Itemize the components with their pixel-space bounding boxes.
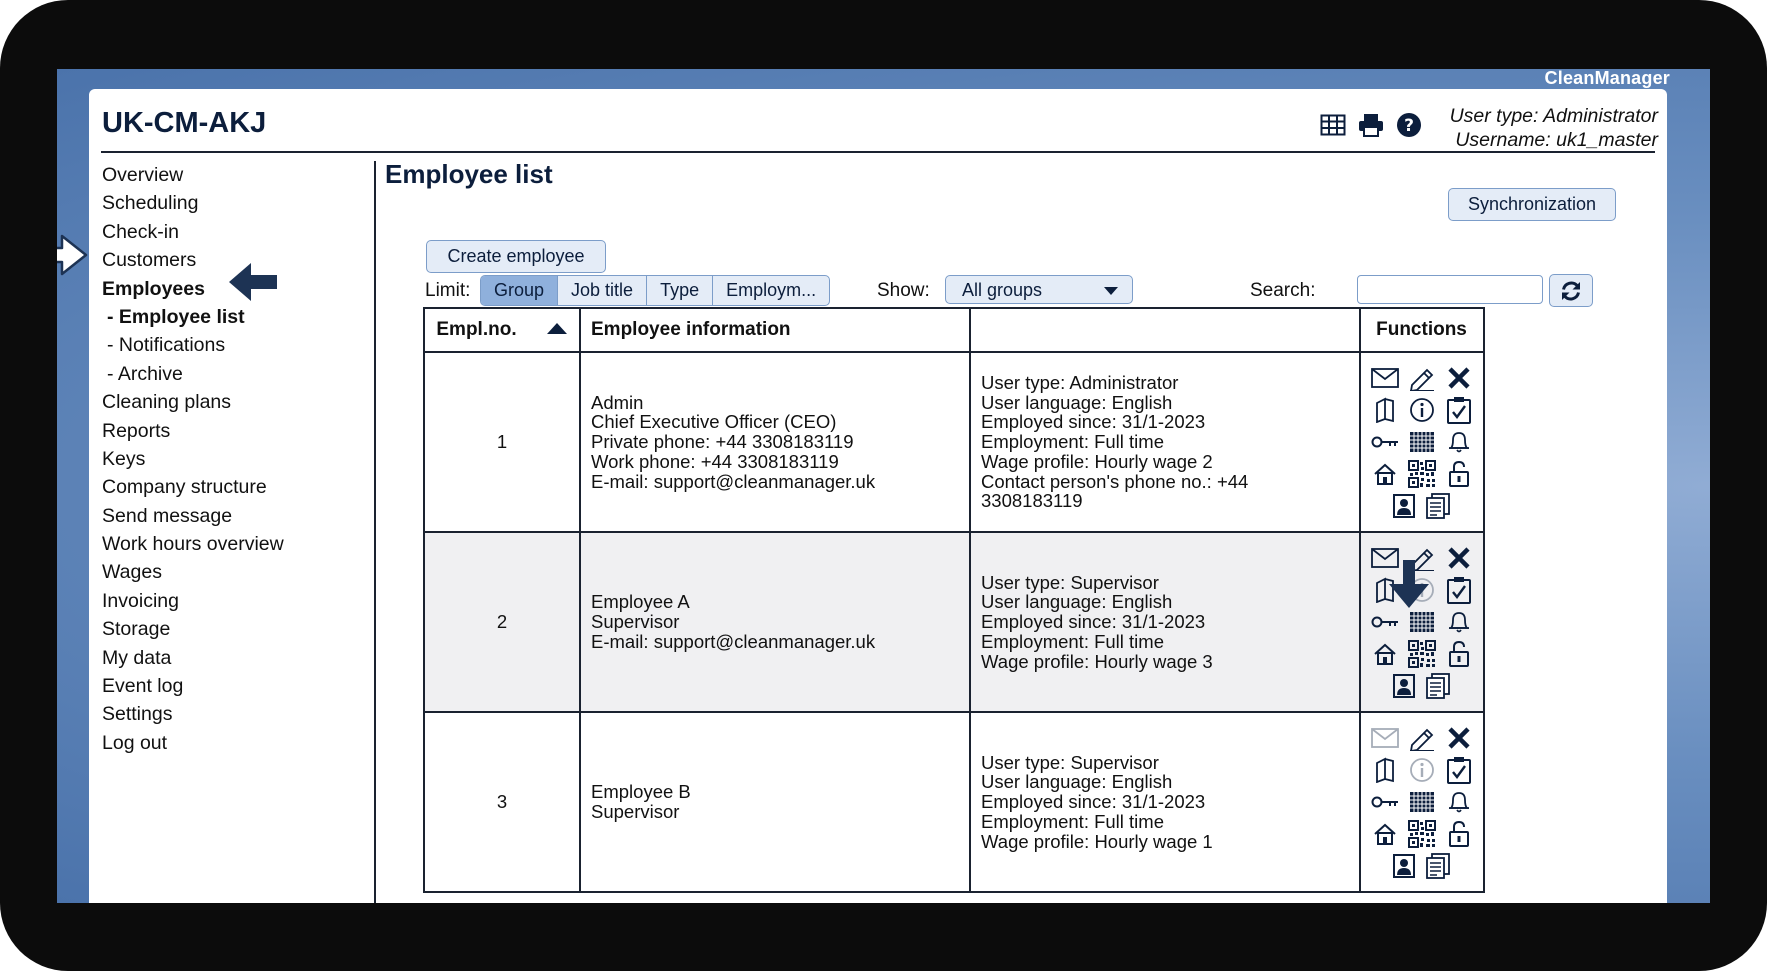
employee-information-cell xyxy=(580,712,970,892)
limit-option-group[interactable]: Group xyxy=(481,276,558,305)
refresh-button[interactable] xyxy=(1549,274,1593,307)
employee-info-line: Supervisor xyxy=(591,611,680,633)
employee-detail-line: Employment: Full time xyxy=(981,810,1164,832)
checklist-icon[interactable] xyxy=(1441,396,1478,424)
functions-cell xyxy=(1360,712,1484,892)
contact-card-icon[interactable] xyxy=(1393,852,1415,880)
sidebar-item-employees[interactable]: Employees xyxy=(102,277,205,300)
synchronization-button[interactable]: Synchronization xyxy=(1448,188,1616,221)
employee-info-line: Chief Executive Officer (CEO) xyxy=(591,411,837,433)
employee-details-cell xyxy=(970,352,1360,532)
limit-segmented-control xyxy=(480,275,830,306)
user-info xyxy=(1450,104,1658,152)
header-functions: Functions xyxy=(1360,308,1484,352)
sidebar-item-storage[interactable]: Storage xyxy=(102,618,171,641)
limit-option-job-title[interactable]: Job title xyxy=(558,276,647,305)
sidebar-item-company-structure[interactable]: Company structure xyxy=(102,476,267,499)
employee-info-line: Admin xyxy=(591,391,644,413)
employee-detail-line: Contact person's phone no.: +44 3308183119 xyxy=(981,470,1249,512)
qr-code-icon[interactable] xyxy=(1404,460,1441,488)
employee-number: 1 xyxy=(424,352,580,532)
mail-icon[interactable] xyxy=(1367,364,1404,392)
employee-details-cell xyxy=(970,532,1360,712)
create-employee-button[interactable]: Create employee xyxy=(426,240,606,273)
sidebar-item-check-in[interactable]: Check-in xyxy=(102,220,179,243)
header-empl-no-label: Empl.no. xyxy=(436,319,517,340)
checklist-icon[interactable] xyxy=(1441,756,1478,784)
limit-option-employment[interactable]: Employm... xyxy=(726,280,817,300)
header-icons xyxy=(1319,111,1423,139)
contact-card-icon[interactable] xyxy=(1393,492,1415,520)
checklist-icon[interactable] xyxy=(1441,576,1478,604)
help-icon[interactable] xyxy=(1395,111,1423,139)
functions-cell xyxy=(1360,352,1484,532)
page-title: Employee list xyxy=(385,159,553,189)
key-icon[interactable] xyxy=(1367,608,1404,636)
delete-x-icon[interactable] xyxy=(1441,364,1478,392)
employee-number: 2 xyxy=(424,532,580,712)
employee-detail-line: User language: English xyxy=(981,391,1173,413)
bell-icon[interactable] xyxy=(1441,428,1478,456)
info-icon[interactable] xyxy=(1404,756,1441,784)
calendar-grid-icon[interactable] xyxy=(1404,788,1441,816)
employee-info-line: Supervisor xyxy=(591,801,680,822)
employee-detail-line: User type: Administrator xyxy=(981,371,1179,393)
function-icons xyxy=(1361,724,1483,880)
function-icons-last-row xyxy=(1367,672,1478,700)
key-icon[interactable] xyxy=(1367,428,1404,456)
qr-code-icon[interactable] xyxy=(1404,640,1441,668)
unlock-icon[interactable] xyxy=(1441,460,1478,488)
sidebar-item-cleaning-plans[interactable]: Cleaning plans xyxy=(102,391,232,414)
groups-dropdown[interactable] xyxy=(945,275,1133,304)
employee-detail-line: User type: Supervisor xyxy=(981,571,1159,593)
limit-option-type[interactable]: Type xyxy=(647,276,713,305)
site-title: UK-CM-AKJ xyxy=(102,107,267,139)
header-employee-information: Employee information xyxy=(580,308,970,352)
calendar-grid-icon[interactable] xyxy=(1404,608,1441,636)
sidebar-divider xyxy=(374,161,376,903)
header-details xyxy=(970,308,1360,352)
print-icon[interactable] xyxy=(1357,111,1385,139)
employee-detail-line: Employment: Full time xyxy=(981,630,1164,652)
employee-information-cell xyxy=(580,532,970,712)
svg-text:?: ? xyxy=(1404,116,1414,136)
sidebar-item-send-message[interactable]: Send message xyxy=(102,504,233,527)
header-empl-no[interactable] xyxy=(424,308,580,352)
home-icon[interactable] xyxy=(1367,820,1404,848)
sidebar-item-archive[interactable]: - Archive xyxy=(107,362,183,385)
sidebar-item-my-data[interactable]: My data xyxy=(102,646,172,669)
book-icon[interactable] xyxy=(1367,756,1404,784)
calendar-grid-icon[interactable] xyxy=(1404,428,1441,456)
table-grid-icon[interactable] xyxy=(1319,111,1347,139)
sidebar-item-overview[interactable]: Overview xyxy=(102,164,184,186)
employee-information-cell xyxy=(580,352,970,532)
sidebar-item-event-log[interactable]: Event log xyxy=(102,675,184,698)
home-icon[interactable] xyxy=(1367,460,1404,488)
employee-info-line: E-mail: support@cleanmanager.uk xyxy=(591,630,876,652)
employee-detail-line: Employed since: 31/1-2023 xyxy=(981,791,1206,813)
function-icons xyxy=(1361,364,1483,520)
qr-code-icon[interactable] xyxy=(1404,820,1441,848)
employee-detail-line: Employed since: 31/1-2023 xyxy=(981,411,1206,433)
key-icon[interactable] xyxy=(1367,788,1404,816)
sidebar-item-work-hours-overview[interactable]: Work hours overview xyxy=(102,533,284,556)
employee-info-line: Employee B xyxy=(591,781,691,803)
sidebar-item-invoicing[interactable]: Invoicing xyxy=(102,589,179,612)
contact-card-icon[interactable] xyxy=(1393,672,1415,700)
documents-icon[interactable] xyxy=(1425,492,1451,520)
screen xyxy=(57,69,1710,903)
employee-table xyxy=(423,307,1485,893)
groups-dropdown-value: All groups xyxy=(962,280,1043,300)
table-row[interactable] xyxy=(424,532,1484,712)
documents-icon[interactable] xyxy=(1425,672,1451,700)
edit-pencil-icon[interactable] xyxy=(1404,364,1441,392)
home-icon[interactable] xyxy=(1367,640,1404,668)
table-body xyxy=(424,352,1484,892)
employee-info-line: Private phone: +44 3308183119 xyxy=(591,431,854,453)
search-label: Search: xyxy=(1250,280,1316,301)
bell-icon[interactable] xyxy=(1441,788,1478,816)
info-icon[interactable] xyxy=(1404,396,1441,424)
function-icons-last-row xyxy=(1367,852,1478,880)
employee-info-line: Work phone: +44 3308183119 xyxy=(591,450,839,472)
brand-name: CleanManager xyxy=(1544,69,1670,88)
employee-details-cell xyxy=(970,712,1360,892)
book-icon[interactable] xyxy=(1367,396,1404,424)
employee-info-line: E-mail: support@cleanmanager.uk xyxy=(591,470,876,492)
employee-detail-line: Employed since: 31/1-2023 xyxy=(981,611,1206,633)
username-text: Username: uk1_master xyxy=(1455,129,1658,151)
employee-detail-line: Employment: Full time xyxy=(981,431,1164,453)
header-divider xyxy=(101,151,1655,153)
unlock-icon[interactable] xyxy=(1441,640,1478,668)
employee-detail-line: User language: English xyxy=(981,771,1173,793)
delete-x-icon[interactable] xyxy=(1441,724,1478,752)
sidebar-item-log-out[interactable]: Log out xyxy=(102,731,168,754)
arrow-down-icon xyxy=(1387,558,1431,610)
refresh-icon xyxy=(1559,279,1583,303)
sidebar-item-wages[interactable]: Wages xyxy=(102,561,162,584)
user-type-text: User type: Administrator xyxy=(1449,105,1658,127)
sort-ascending-icon[interactable] xyxy=(547,323,567,334)
sidebar-item-settings[interactable]: Settings xyxy=(102,703,173,726)
employee-detail-line: User type: Supervisor xyxy=(981,751,1159,773)
table-row[interactable] xyxy=(424,712,1484,892)
table-row[interactable] xyxy=(424,352,1484,532)
limit-label: Limit: xyxy=(425,280,471,301)
employee-detail-line: Wage profile: Hourly wage 1 xyxy=(981,830,1213,852)
sidebar-nav xyxy=(102,161,284,757)
arrow-left-icon xyxy=(227,261,279,303)
mail-icon[interactable] xyxy=(1367,724,1404,752)
sidebar-item-customers[interactable]: Customers xyxy=(102,249,197,272)
unlock-icon[interactable] xyxy=(1441,820,1478,848)
function-icons-last-row xyxy=(1367,492,1478,520)
app-window xyxy=(89,89,1667,903)
employee-number: 3 xyxy=(424,712,580,892)
sidebar-item-scheduling[interactable]: Scheduling xyxy=(102,192,199,215)
bell-icon[interactable] xyxy=(1441,608,1478,636)
employee-info-line: Employee A xyxy=(591,591,690,613)
show-label: Show: xyxy=(877,280,930,301)
employee-detail-line: User language: English xyxy=(981,591,1173,613)
arrow-right-icon xyxy=(57,233,88,277)
sidebar-item-employee-list[interactable]: - Employee list xyxy=(107,305,245,328)
sidebar-item-keys[interactable]: Keys xyxy=(102,447,146,470)
employee-detail-line: Wage profile: Hourly wage 2 xyxy=(981,450,1213,472)
search-input[interactable] xyxy=(1357,275,1543,304)
table-header-row xyxy=(424,308,1484,352)
edit-pencil-icon[interactable] xyxy=(1404,724,1441,752)
sidebar-item-notifications[interactable]: - Notifications xyxy=(107,334,226,357)
delete-x-icon[interactable] xyxy=(1441,544,1478,572)
employee-detail-line: Wage profile: Hourly wage 3 xyxy=(981,650,1213,672)
sidebar-item-reports[interactable]: Reports xyxy=(102,419,171,442)
documents-icon[interactable] xyxy=(1425,852,1451,880)
chevron-down-icon xyxy=(1104,287,1118,295)
